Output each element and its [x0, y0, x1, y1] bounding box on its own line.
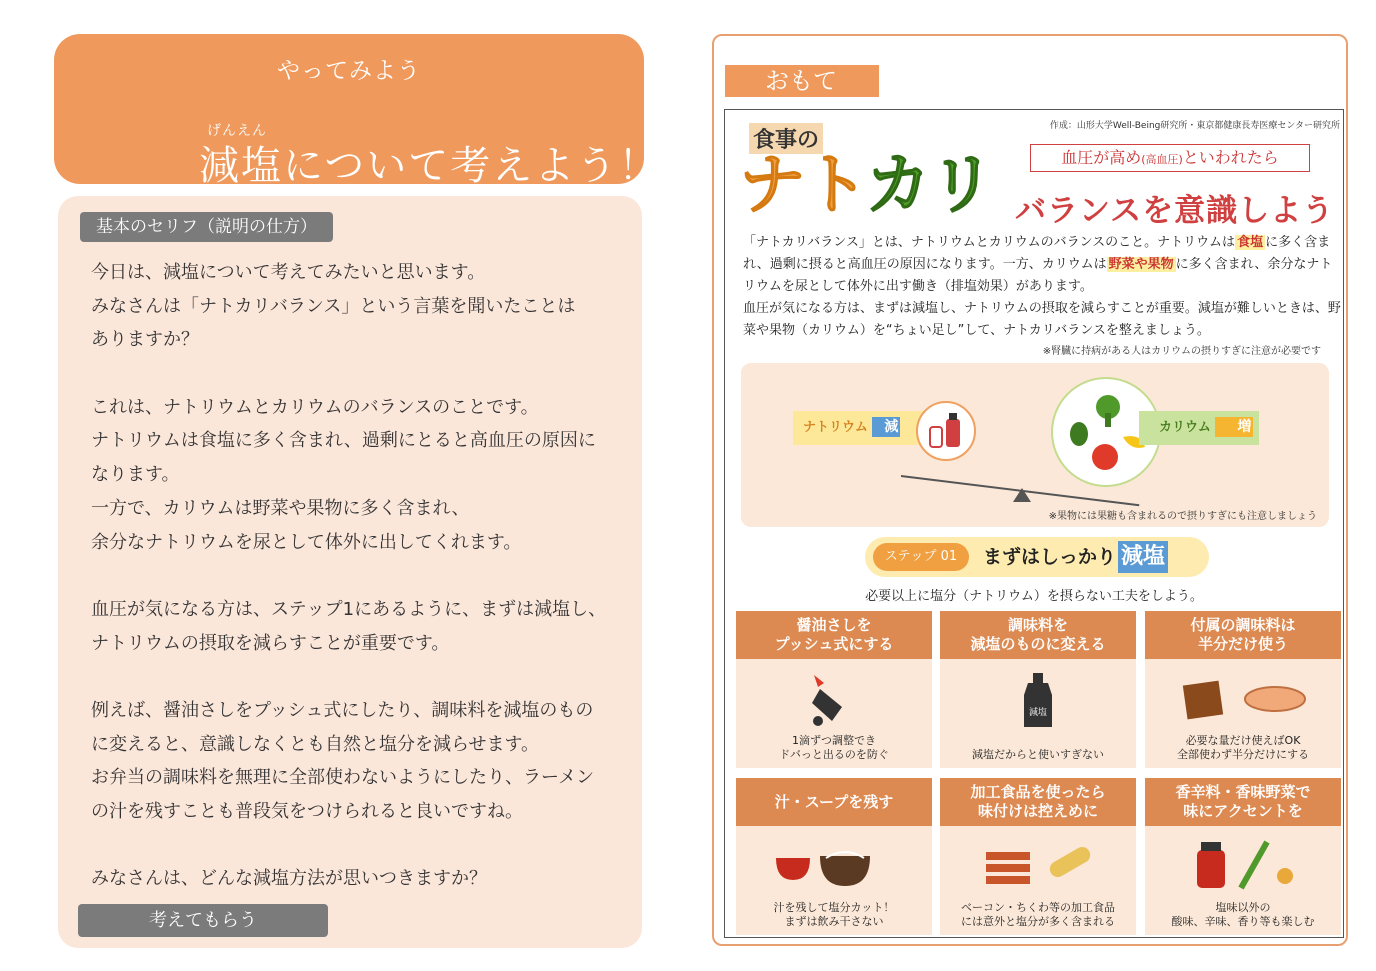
soy-sauce-bottle-icon: [736, 669, 932, 729]
intro-text-3: に多く含まれ、余分なナトリウムを尿として体外に出す働き（排塩効果）があります。: [743, 257, 1333, 294]
page-title: 減塩について考えよう！: [199, 143, 661, 189]
script-line: みなさんは「ナトカリバランス」という言葉を聞いたことは: [91, 295, 576, 317]
step-gen-badge: 減塩: [1118, 541, 1168, 573]
script-line: 血圧が気になる方は、ステップ1にあるように、まずは減塩し、: [91, 598, 607, 620]
script-line: [91, 357, 626, 391]
tip-heading-1: 付属の調味料は: [1190, 616, 1296, 634]
tip-caption: [1145, 901, 1341, 929]
intro-highlight-veg: 野菜や果物: [1108, 257, 1174, 272]
script-line: ナトリウムは食塩に多く含まれ、過剰にとると高血圧の原因に: [91, 430, 596, 452]
bp-box: [1030, 144, 1310, 172]
potassium-pill: [1139, 411, 1259, 445]
seasoning-packet-icon: [1145, 669, 1341, 729]
script-line: に変えると、意識しなくとも自然と塩分を減らせます。: [91, 733, 540, 755]
natokari-na: ナト: [739, 146, 866, 223]
tip-caption: [1145, 734, 1341, 762]
tip-caption-2: まずは飲み干さない: [784, 915, 884, 928]
tip-card-push-bottle: [736, 611, 932, 768]
tip-caption: [940, 901, 1136, 929]
flyer-intro: [743, 232, 1343, 342]
tip-heading: [940, 778, 1136, 826]
script-line: [91, 829, 626, 863]
script-line: お弁当の調味料を無理に全部使わないようにしたり、ラーメン: [91, 767, 595, 789]
script-line: これは、ナトリウムとカリウムのバランスのことです。: [91, 396, 539, 418]
bp-small: (高血圧): [1141, 153, 1183, 166]
credit-text: 作成：山形大学Well-Being研究所・東京都健康長寿医療センター研究所: [1049, 121, 1340, 131]
tip-heading-1: 香辛料・香味野菜で: [1175, 783, 1311, 801]
tip-heading: [1145, 611, 1341, 659]
tip-caption-1: 必要な量だけ使えばOK: [1185, 734, 1301, 747]
front-side-label: おもて: [725, 65, 879, 97]
tip-caption-2: 全部使わず半分だけにする: [1177, 748, 1309, 761]
script-line: ナトリウムの摂取を減らすことが重要です。: [91, 632, 450, 654]
salt-shaker-icon: [916, 401, 976, 461]
tip-heading-2: 味にアクセントを: [1183, 802, 1303, 820]
tip-caption-2: 減塩だからと使いすぎない: [972, 748, 1104, 761]
tip-heading-1: 醤油さしを: [796, 616, 872, 634]
step-text-main: まずはしっかり: [983, 546, 1117, 568]
tip-heading: [940, 611, 1136, 659]
natokari-ka: カリ: [865, 146, 994, 223]
seesaw-fulcrum: [1013, 488, 1031, 502]
flyer: [724, 109, 1344, 938]
script-panel: [58, 196, 642, 948]
tip-caption-2: ドバっと出るのを防ぐ: [779, 748, 889, 761]
tip-heading-2: プッシュ式にする: [774, 635, 894, 653]
script-line: ありますか？: [91, 329, 199, 351]
tip-card-leave-soup: [736, 778, 932, 935]
bp-main: 血圧が高め: [1061, 148, 1142, 167]
intro-text-2: に多く含まれ、過剰に摂ると高血圧の原因になります。一方、カリウムは: [743, 235, 1331, 272]
tip-caption-1: 汁を残して塩分カット！: [773, 901, 895, 914]
script-line: なります。: [91, 464, 180, 486]
tip-heading: [736, 778, 932, 826]
tip-caption: [736, 734, 932, 762]
script-line: 余分なナトリウムを尿として体外に出してくれます。: [91, 531, 522, 553]
tip-card-processed-food: [940, 778, 1136, 935]
tip-heading-1: 調味料を: [1007, 616, 1068, 634]
script-text: [91, 256, 626, 896]
low-salt-bottle-icon: [940, 669, 1136, 729]
title-subtitle: やってみよう: [277, 58, 421, 84]
kidney-note: ※腎臓に持病がある人はカリウムの摂りすぎに注意が必要です: [1042, 346, 1321, 357]
tip-caption-2: には意外と塩分が多く含まれる: [961, 915, 1115, 928]
intro-text-1: 「ナトカリバランス」とは、ナトリウムとカリウムのバランスのこと。ナトリウムは: [743, 235, 1236, 250]
tip-caption-2: 酸味、辛味、香り等も楽しむ: [1171, 915, 1315, 928]
flyer-balance-heading: バランスを意識しよう: [1015, 193, 1335, 229]
script-line: 一方で、カリウムは野菜や果物に多く含まれ、: [91, 497, 470, 519]
tip-caption: [940, 734, 1136, 762]
tip-caption-1: 1滴ずつ調整でき: [792, 734, 876, 747]
tip-card-half-seasoning: [1145, 611, 1341, 768]
soup-bowl-icon: [736, 836, 932, 896]
title-ruby: げんえん: [207, 123, 267, 139]
tip-heading: [736, 611, 932, 659]
step-01-text: [983, 541, 1168, 573]
title-banner: [54, 34, 661, 189]
script-line: 今日は、減塩について考えてみたいと思います。: [91, 262, 486, 283]
spice-vegetable-icon: [1145, 836, 1341, 896]
intro-text-4: 血圧が気になる方は、まずは減塩し、ナトリウムの摂取を減らすことが重要。減塩が難しいときは、野菜や果物（カリウム）を“ちょい足し”して、ナトカリバランスを整えましょう。: [743, 301, 1341, 338]
tip-heading-1: 汁・スープを残す: [774, 792, 894, 811]
tip-card-spices: [1145, 778, 1341, 935]
script-line: [91, 660, 626, 694]
fruit-note: ※果物には果糖も含まれるので摂りすぎにも注意しましょう: [1048, 511, 1317, 522]
step-01-tag: ステップ 01: [873, 543, 969, 571]
tip-caption-1: ベーコン・ちくわ等の加工食品: [961, 901, 1115, 914]
basic-lines-tag: 基本のセリフ（説明の仕方）: [80, 212, 333, 242]
potassium-label: カリウム: [1159, 420, 1211, 435]
tip-card-low-salt: [940, 611, 1136, 768]
sodium-decrease-badge: 減: [872, 417, 900, 437]
sodium-label: ナトリウム: [803, 420, 868, 435]
flyer-shokuji: 食事の: [749, 123, 823, 154]
script-line: の汁を残すことも普段気をつけられると良いですね。: [91, 801, 523, 822]
balance-illustration: [741, 363, 1329, 527]
tip-caption-1: 塩味以外の: [1215, 901, 1271, 914]
bp-end: といわれたら: [1182, 148, 1279, 167]
script-line: [91, 559, 626, 593]
tip-heading-1: 加工食品を使ったら: [970, 783, 1106, 801]
script-line: 例えば、醤油さしをプッシュ式にしたり、調味料を減塩のもの: [91, 699, 594, 721]
tip-heading: [1145, 778, 1341, 826]
tip-heading-2: 半分だけ使う: [1197, 635, 1288, 653]
flyer-natokari-title: [739, 146, 994, 223]
low-salt-bottle-label: 減塩: [1028, 708, 1048, 718]
step-01-banner: [865, 537, 1209, 577]
script-line: みなさんは、どんな減塩方法が思いつきますか？: [91, 868, 487, 890]
tip-heading-2: 味付けは控えめに: [977, 802, 1098, 820]
step-description: 必要以上に塩分（ナトリウム）を摂らない工夫をしよう。: [865, 589, 1203, 604]
intro-highlight-salt: 食塩: [1237, 235, 1264, 250]
potassium-increase-badge: 増: [1215, 417, 1253, 437]
tip-heading-2: 減塩のものに変える: [970, 635, 1106, 653]
bacon-chikuwa-icon: [940, 836, 1136, 896]
tip-caption: [736, 901, 932, 929]
think-tag: 考えてもらう: [78, 904, 328, 937]
